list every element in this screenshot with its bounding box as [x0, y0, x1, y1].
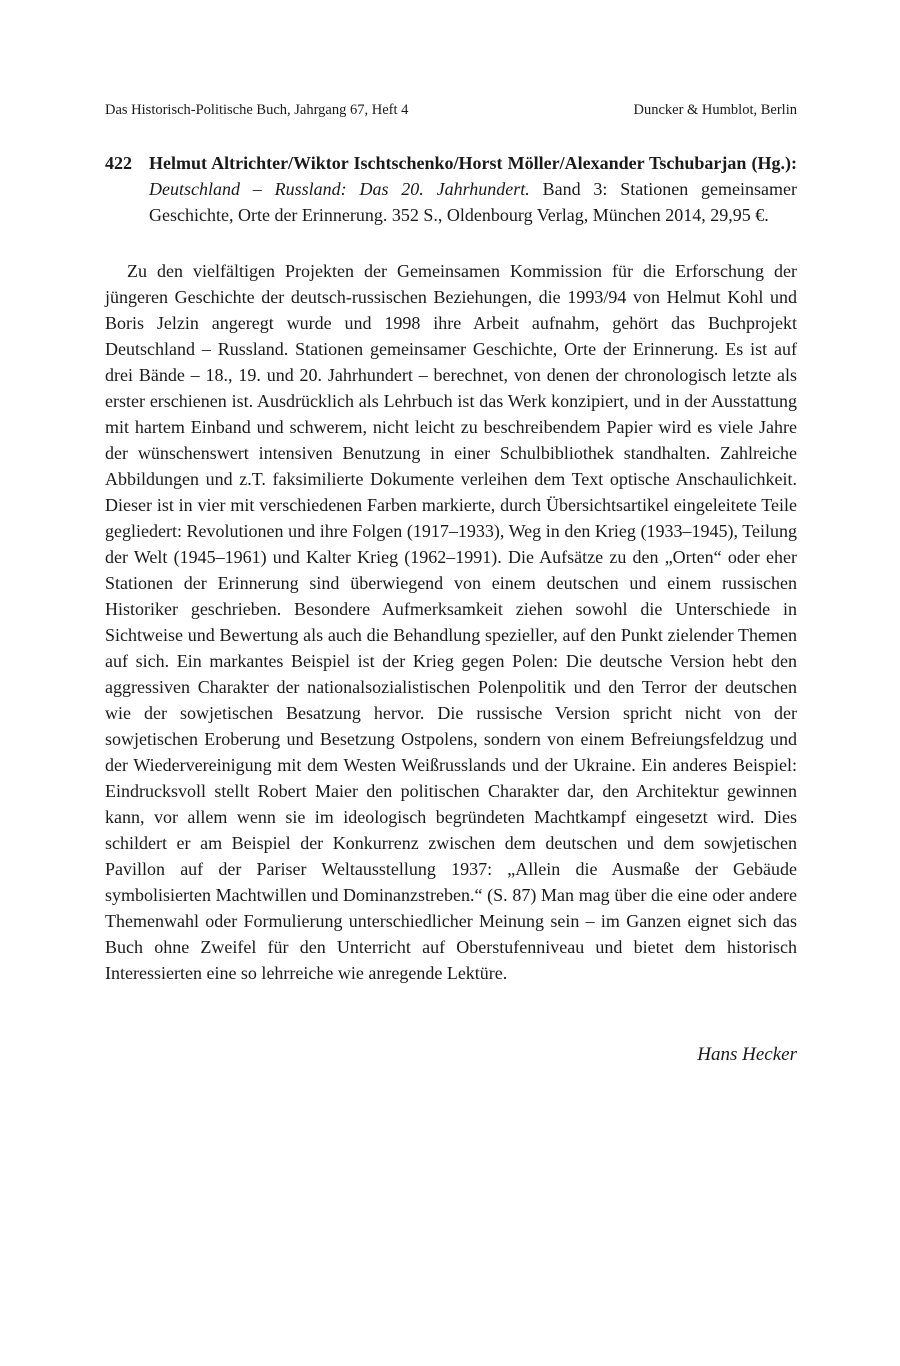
book-details: Band 3: Stationen gemeinsamer Geschichte, Orte der Erinnerung. 352 S., Oldenbourg Verlag, München 2014, 29,95 €. — [149, 179, 798, 225]
review-text: Zu den vielfältigen Projekten der Gemeinsamen Kommission für die Erforschung der jüngeren Geschichte der deutsch-russischen Beziehungen, die 1993/94 von Helmut Kohl und Boris Jelzin angeregt wurde und 1998 ihre Arbeit aufnahm, gehört das Buchprojekt Deutschland – Russland. Stationen gemeinsamer Geschichte, Orte der Erinnerung. Es ist auf drei Bände – 18., 19. und 20. Jahrhundert – berechnet, von denen der chronologisch letzte als erster erschienen ist. Ausdrücklich als Lehrbuch ist das Werk konzipiert, und in der Ausstattung mit hartem Einband und schwerem, nicht leicht zu beschreibendem Papier wird es viele Jahre der wünschenswert intensiven Benutzung in einer Schulbibliothek standhalten. Zahlreiche Abbildungen und z.T. faksimilierte Dokumente verleihen dem Text optische Anschaulichkeit. Dieser ist in vier mit verschiedenen Farben markierte, durch Übersichtsartikel eingeleitete Teile gegliedert: Revolutionen und ihre Folgen (1917–1933), Weg in den Krieg (1933–1945), Teilung der Welt (1945–1961) und Kalter Krieg (1962–1991). Die Aufsätze zu den „Orten“ oder eher Stationen der Erinnerung sind überwiegend von einem deutschen und einem russischen Historiker geschrieben. Besondere Aufmerksamkeit ziehen sowohl die Unterschiede in Sichtweise und Bewertung als auch die Behandlung spezieller, auf den Punkt zielender Themen auf sich. Ein markantes Beispiel ist der Krieg gegen Polen: Die deutsche Version hebt den aggressiven Charakter der nationalsozialistischen Polenpolitik und den Terror der deutschen wie der sowjetischen Besatzung hervor. Die russische Version spricht nicht von der sowjetischen Eroberung und Besetzung Ostpolens, sondern von einem Befreiungsfeldzug und der Wiedervereinigung mit dem Westen Weißrusslands und der Ukraine. Ein anderes Beispiel: Eindrucksvoll stellt Robert Maier den politischen Charakter dar, den Architektur gewinnen kann, vor allem wenn sie im ideologisch begründeten Machtkampf eingesetzt wird. Dies schildert er am Beispiel der Konkurrenz zwischen dem deutschen und dem sowjetischen Pavillon auf der Pariser Weltausstellung 1937: „Allein die Ausmaße der Gebäude symbolisierten Machtwillen und Dominanzstreben.“ (S. 87) Man mag über die eine oder andere Themenwahl oder Formulierung unterschiedlicher Meinung sein – im Ganzen eignet sich das Buch ohne Zweifel für den Unterricht auf Oberstufenniveau und bietet dem historisch Interessierten eine so lehrreiche wie anregende Lektüre. — [105, 261, 797, 983]
book-title: Deutschland – Russland: Das 20. Jahrhundert. — [149, 179, 530, 199]
journal-title: Das Historisch-Politische Buch, Jahrgang 67, Heft 4 — [105, 102, 409, 118]
running-header — [105, 100, 797, 120]
review-entry — [105, 150, 797, 228]
publisher-name: Duncker & Humblot, Berlin — [633, 102, 797, 118]
reviewer-name: Hans Hecker — [697, 1044, 797, 1065]
book-citation — [149, 150, 797, 228]
book-authors: Helmut Altrichter/Wiktor Ischtschenko/Horst Möller/Alexander Tschubarjan (Hg.): — [149, 153, 797, 173]
entry-number: 422 — [105, 153, 132, 173]
